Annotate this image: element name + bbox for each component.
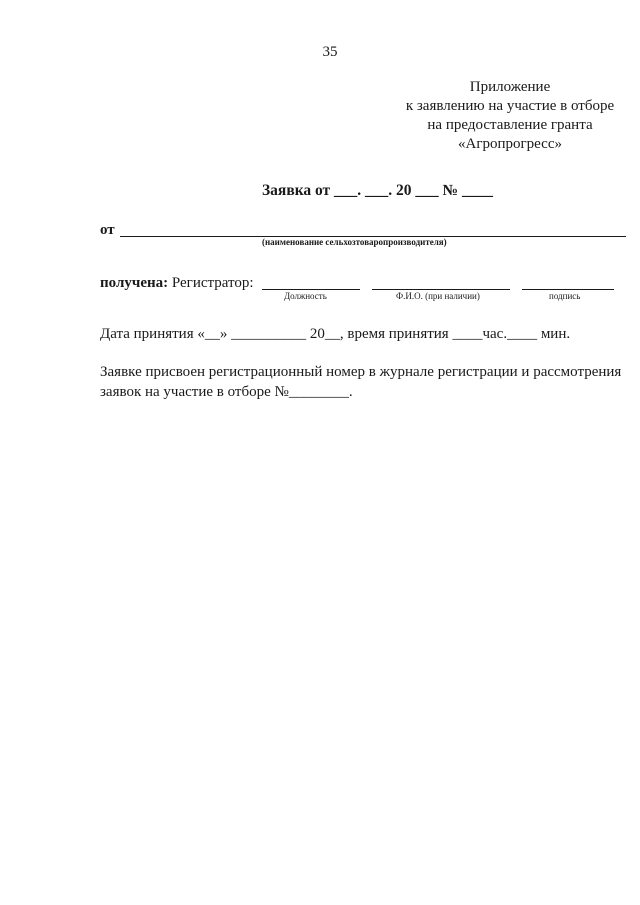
name-fill-line [372,289,510,290]
from-caption: (наименование сельхозтоваропроизводителя) [262,237,447,247]
appendix-header [360,78,640,154]
appendix-line-4: «Агропрогресс» [457,136,562,152]
position-fill-line [262,289,360,290]
signature-caption: подпись [549,291,581,301]
appendix-line-2: к заявлению на участие в отборе [405,98,615,114]
received-label: получена: [100,275,169,291]
received-row [100,275,254,292]
signature-fill-line [522,289,614,290]
registrar-label: Регистратор: [171,275,254,291]
registration-paragraph: Заявке присвоен регистрационный номер в журнале регистрации и рассмотрения заявок на участие в отборе №________. [100,364,622,400]
name-caption: Ф.И.О. (при наличии) [396,291,480,301]
acceptance-date-line: Дата принятия «__» __________ 20__, время принятия ____час.____ мин. [100,326,571,342]
appendix-line-3: на предоставление гранта [427,117,593,133]
appendix-line-1: Приложение [469,79,551,95]
from-label: от [100,222,115,238]
page-number: 35 [322,44,338,60]
document-title: Заявка от ___. ___. 20 ___ № ____ [262,182,493,199]
position-caption: Должность [284,291,327,301]
